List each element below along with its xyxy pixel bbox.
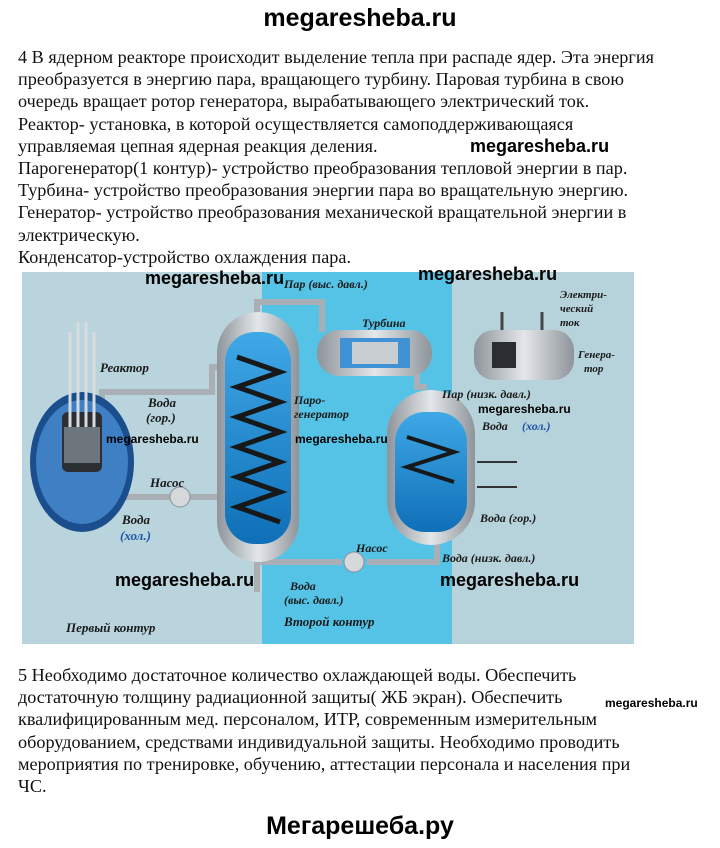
site-title: megaresheba.ru xyxy=(263,4,457,32)
label-steam-low: Пар (низк. давл.) xyxy=(442,387,531,401)
text-line: Генератор- устройство преобразования механической вращательной энергии в xyxy=(18,202,627,223)
label-water-hot-b: (гор.) xyxy=(146,410,176,425)
task-4-text xyxy=(18,46,708,268)
label-electric-3: ток xyxy=(560,317,580,329)
watermark: megaresheba.ru xyxy=(115,570,255,590)
watermark: megaresheba.ru xyxy=(145,268,285,288)
watermark: megaresheba.ru xyxy=(478,402,571,416)
turbine xyxy=(317,330,432,376)
label-circuit-1: Первый контур xyxy=(66,620,156,635)
label-water-cold-2b: (хол.) xyxy=(522,419,551,433)
label-steam-high: Пар (выс. давл.) xyxy=(284,277,368,291)
label-generator-2: тор xyxy=(584,363,604,375)
text-line: квалифицированным мед. персоналом, ИТР, современным измерительным xyxy=(18,709,598,730)
watermark: megaresheba.ru xyxy=(470,136,610,156)
label-electric-1: Электри- xyxy=(560,289,607,301)
label-turbine: Турбина xyxy=(362,316,406,330)
text-line: очередь вращает ротор генератора, вырабатывающего электрический ток. xyxy=(18,91,590,112)
label-water-hot: Вода xyxy=(148,395,176,410)
label-water-cold: Вода xyxy=(122,512,150,527)
watermark: megaresheba.ru xyxy=(440,570,580,590)
watermark: megaresheba.ru xyxy=(418,264,558,284)
text-line: ЧС. xyxy=(18,776,47,797)
label-water-hot-2: Вода (гор.) xyxy=(480,511,537,525)
watermark: megaresheba.ru xyxy=(605,696,698,710)
text-line: Турбина- устройство преобразования энергии пара во вращательную энергию. xyxy=(18,180,629,201)
label-electric-2: ческий xyxy=(560,303,594,315)
label-pump-1: Насос xyxy=(150,475,185,490)
text-line: 4 В ядерном реакторе происходит выделение тепла при распаде ядер. Эта энергия xyxy=(18,47,654,67)
text-line: мероприятия по тренировке, обучению, аттестации персонала и населения при xyxy=(18,753,631,774)
text-line: достаточную толщину радиационной защиты( ЖБ экран). Обеспечить xyxy=(18,687,563,708)
label-steam-gen-2: генератор xyxy=(294,407,349,421)
text-line: оборудованием, средствами индивидуальной защиты. Необходимо проводить xyxy=(18,731,620,752)
watermark: megaresheba.ru xyxy=(295,432,388,446)
task-5-text xyxy=(18,664,708,797)
label-circuit-2: Второй контур xyxy=(284,614,375,629)
text-line: 5 Необходимо достаточное количество охлаждающей воды. Обеспечить xyxy=(18,665,577,685)
label-steam-gen-1: Паро- xyxy=(294,393,326,407)
label-water-cold-2: Вода xyxy=(482,419,508,433)
text-line: управляемая цепная ядерная реакция деления. xyxy=(18,135,378,156)
watermark: megaresheba.ru xyxy=(106,432,199,446)
steam-generator xyxy=(217,312,299,562)
label-reactor: Реактор xyxy=(100,360,149,375)
pump-2 xyxy=(344,552,364,572)
text-line: Реактор- установка, в которой осуществляется самоподдерживающаяся xyxy=(18,113,574,134)
label-water-high-2: (выс. давл.) xyxy=(284,593,344,607)
label-generator-1: Генера- xyxy=(578,349,615,361)
pump-1 xyxy=(170,487,190,507)
label-water-high-1: Вода xyxy=(290,579,316,593)
text-line: преобразуется в энергию пара, вращающего турбину. Паровая турбина в свою xyxy=(18,69,624,90)
text-line: Парогенератор(1 контур)- устройство преобразования тепловой энергии в пар. xyxy=(18,158,628,179)
label-water-cold-b: (хол.) xyxy=(120,528,151,543)
label-water-low: Вода (низк. давл.) xyxy=(442,551,536,565)
text-line: Конденсатор-устройство охлаждения пара. xyxy=(18,246,352,267)
text-line: электрическую. xyxy=(18,224,140,245)
label-pump-2: Насос xyxy=(356,541,388,555)
footer-title: Мегарешеба.ру xyxy=(266,812,454,840)
